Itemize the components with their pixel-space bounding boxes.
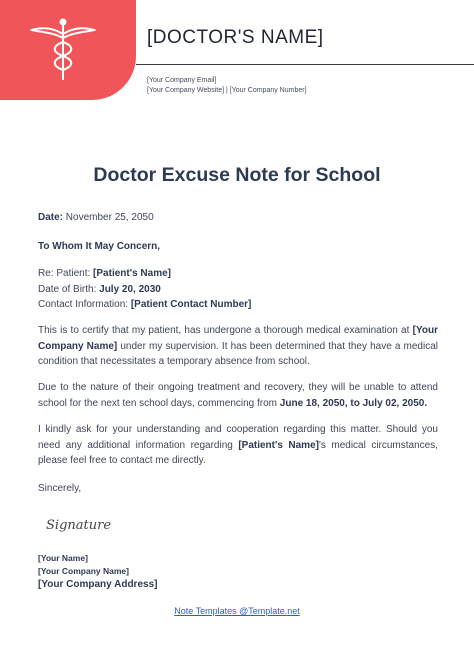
patient-name-label: Re: Patient: bbox=[38, 268, 91, 279]
patient-contact-line bbox=[38, 297, 438, 313]
signature: Signature bbox=[46, 518, 112, 533]
paragraph-text: 's medical circumstances, please feel free to contact me directly. bbox=[38, 439, 438, 466]
footer-link[interactable]: Note Templates @Template.net bbox=[174, 606, 300, 616]
patient-dob-line bbox=[38, 282, 438, 298]
paragraph-text: I kindly ask for your understanding and cooperation regarding this matter. Should you need any additional information regarding bbox=[38, 424, 438, 451]
patient-contact: [Patient Contact Number] bbox=[130, 299, 252, 310]
patient-name-line bbox=[38, 266, 438, 282]
caduceus-icon bbox=[30, 16, 96, 82]
patient-name-ref: [Patient's Name] bbox=[238, 439, 319, 451]
closing: Sincerely, bbox=[38, 483, 82, 494]
paragraph-text: under my supervision. It has been determined that they have a medical condition that necessitates a temporary absence from school. bbox=[38, 340, 438, 367]
absence-dates: June 18, 2050, to July 02, 2050. bbox=[279, 397, 428, 409]
date-value: November 25, 2050 bbox=[65, 212, 154, 223]
paragraph-text: This is to certify that my patient, has undergone a thorough medical examination at bbox=[38, 325, 410, 336]
paragraph-absence bbox=[38, 380, 438, 411]
patient-dob-label: Date of Birth: bbox=[38, 283, 97, 295]
patient-contact-label: Contact Information: bbox=[38, 299, 129, 310]
salutation: To Whom It May Concern, bbox=[38, 241, 161, 252]
date-label: Date: bbox=[38, 212, 64, 223]
paragraph-text: Due to the nature of their ongoing treatment and recovery, they will be unable to attend school for the next ten school days, commencing from bbox=[38, 382, 438, 409]
doctor-name: [DOCTOR'S NAME] bbox=[147, 27, 324, 48]
patient-dob: July 20, 2030 bbox=[99, 283, 161, 295]
company-contact bbox=[147, 76, 307, 95]
paragraph-certification bbox=[38, 323, 438, 370]
signer-company: [Your Company Name] bbox=[38, 566, 129, 576]
paragraph-request bbox=[38, 422, 438, 469]
date-line bbox=[38, 210, 438, 226]
company-website-number: [Your Company Website] | [Your Company Number] bbox=[147, 86, 307, 94]
signer-name: [Your Name] bbox=[38, 553, 88, 563]
company-email: [Your Company Email] bbox=[147, 77, 217, 84]
signature-block bbox=[38, 552, 438, 591]
document-title: Doctor Excuse Note for School bbox=[93, 164, 381, 186]
company-name: [Your Company Name] bbox=[38, 325, 438, 352]
header-divider bbox=[136, 64, 474, 65]
patient-name: [Patient's Name] bbox=[93, 268, 172, 279]
logo-block bbox=[0, 0, 136, 100]
signer-address: [Your Company Address] bbox=[38, 579, 158, 590]
patient-info bbox=[38, 266, 438, 313]
